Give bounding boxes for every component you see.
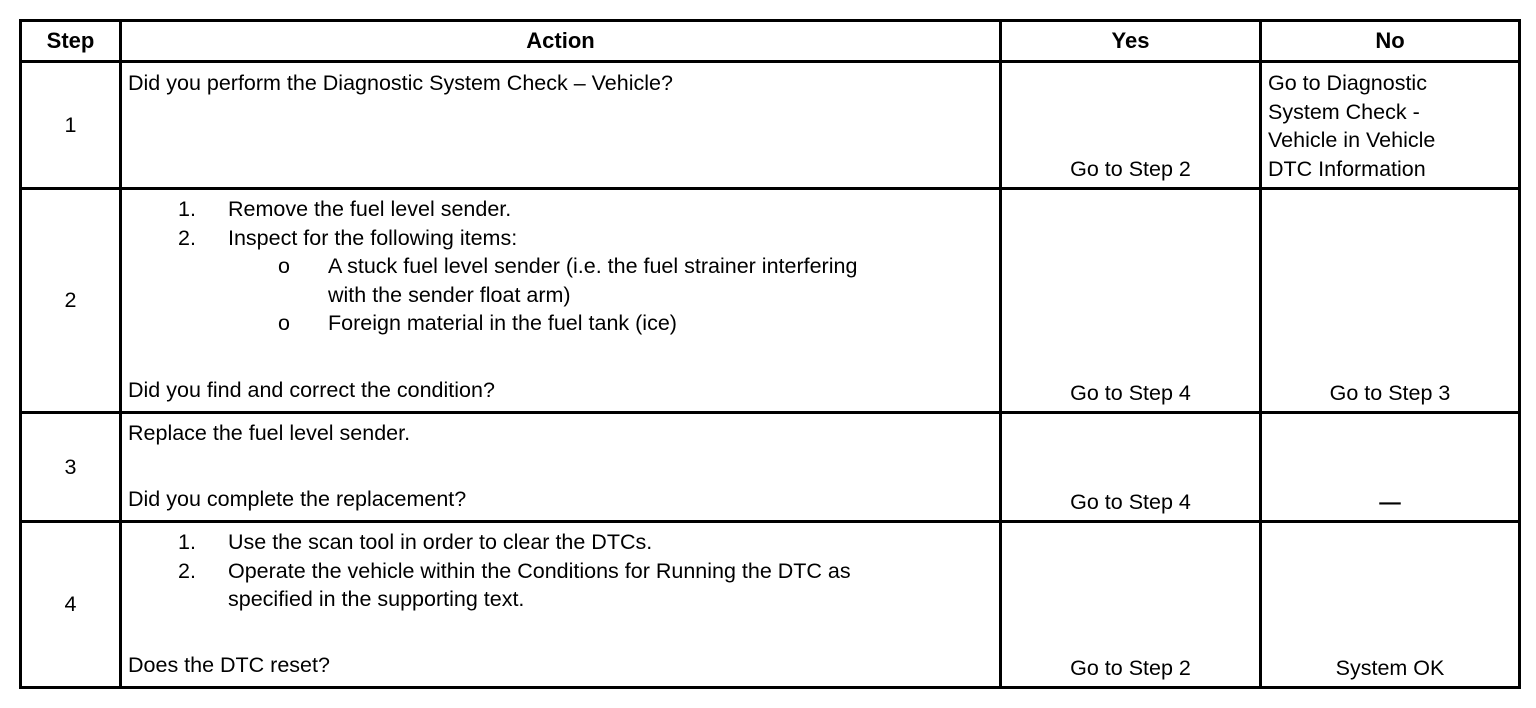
table-row: [21, 62, 1520, 189]
action-cell: [121, 413, 1001, 522]
bullet-text: [328, 309, 677, 338]
action-cell: [121, 189, 1001, 413]
item-number: 2.: [178, 558, 196, 583]
numbered-item: [128, 224, 993, 253]
question-text: Did you complete the replacement?: [128, 486, 467, 511]
item-number: 1.: [178, 197, 196, 221]
action-text: Replace the fuel level sender.: [128, 421, 411, 445]
header-step: Step: [21, 21, 121, 62]
bullet-line: Foreign material in the fuel tank (ice): [328, 311, 677, 335]
no-text: Go to Step 3: [1329, 380, 1451, 405]
item-text: Inspect for the following items:: [228, 225, 518, 250]
bullet-line: with the sender float arm): [328, 282, 571, 307]
yes-cell: [1001, 189, 1261, 413]
table-row: [21, 189, 1520, 413]
no-cell: [1261, 413, 1520, 522]
step-number: 4: [21, 522, 121, 688]
diagnostic-table: [19, 19, 1521, 689]
bullet-marker: o: [278, 311, 290, 335]
yes-text: Go to Step 4: [1070, 380, 1191, 405]
action-list: [128, 528, 993, 614]
yes-cell: [1001, 62, 1261, 189]
action-cell: [121, 522, 1001, 688]
item-number: 1.: [178, 530, 196, 554]
no-text: [1262, 63, 1518, 183]
item-text: [228, 557, 851, 614]
item-line: Operate the vehicle within the Conditions for Running the DTC as: [228, 558, 851, 583]
yes-text: Go to Step 4: [1070, 489, 1191, 514]
item-line: specified in the supporting text.: [228, 587, 525, 611]
question-text: Does the DTC reset?: [128, 652, 330, 677]
yes-text: Go to Step 2: [1070, 655, 1191, 680]
no-line: System Check -: [1268, 99, 1420, 124]
no-line: DTC Information: [1268, 156, 1426, 181]
no-text: System OK: [1335, 655, 1445, 680]
numbered-item: [128, 528, 993, 557]
action-list: [128, 195, 993, 338]
header-yes: Yes: [1001, 21, 1261, 62]
table-row: [21, 522, 1520, 688]
bullet-text: [328, 252, 857, 309]
numbered-item: [128, 557, 993, 614]
no-line: Go to Diagnostic: [1268, 71, 1427, 95]
no-cell: [1261, 62, 1520, 189]
no-line: Vehicle in Vehicle: [1268, 128, 1436, 152]
step-number: 3: [21, 413, 121, 522]
step-number: 2: [21, 189, 121, 413]
table-row: [21, 413, 1520, 522]
bullet-item: [128, 252, 993, 309]
header-no: No: [1261, 21, 1520, 62]
yes-cell: [1001, 413, 1261, 522]
numbered-item: [128, 195, 993, 224]
item-number: 2.: [178, 225, 196, 250]
header-action: Action: [121, 21, 1001, 62]
action-cell: [121, 62, 1001, 189]
header-row: [21, 21, 1520, 62]
step-number: 1: [21, 62, 121, 189]
item-line: Use the scan tool in order to clear the DTCs.: [228, 530, 653, 554]
item-text: Remove the fuel level sender.: [228, 197, 512, 221]
no-cell: [1261, 189, 1520, 413]
yes-cell: [1001, 522, 1261, 688]
no-cell: [1261, 522, 1520, 688]
action-text: Did you perform the Diagnostic System Check – Vehicle?: [128, 71, 673, 95]
bullet-line: A stuck fuel level sender (i.e. the fuel strainer interfering: [328, 254, 858, 278]
bullet-marker: o: [278, 254, 290, 278]
yes-text: Go to Step 2: [1070, 156, 1191, 181]
no-text: —: [1379, 489, 1401, 514]
bullet-item: [128, 309, 993, 338]
item-text: [228, 528, 652, 557]
question-text: Did you find and correct the condition?: [128, 377, 495, 402]
